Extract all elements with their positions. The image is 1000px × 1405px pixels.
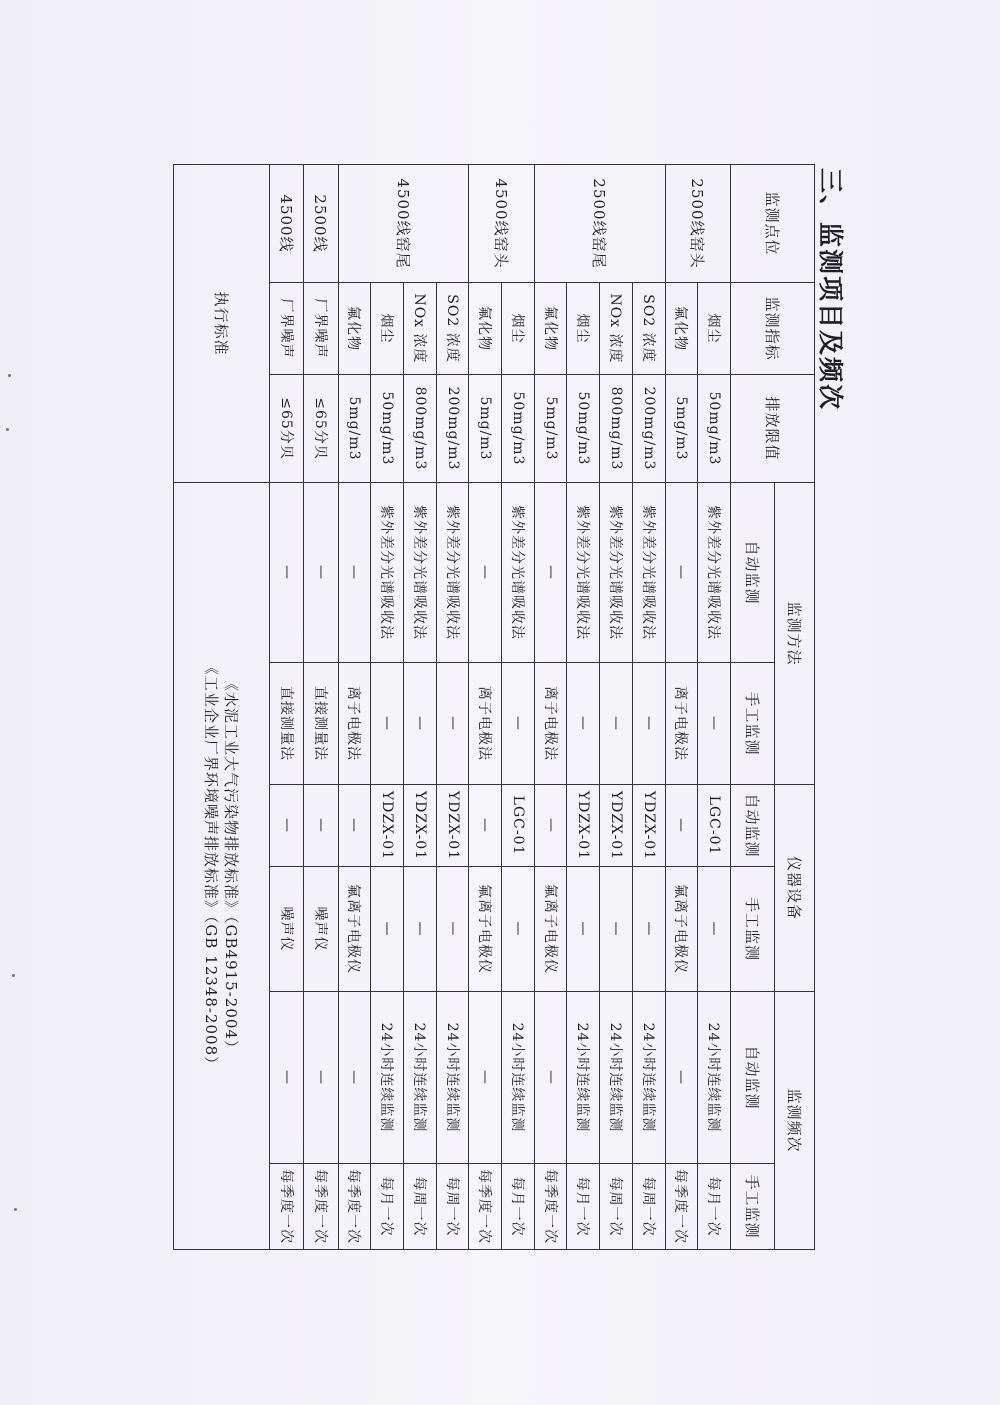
equip-auto-cell: — [304, 785, 338, 867]
method-auto-cell: 紫外差分光谱吸收法 [371, 483, 404, 663]
method-auto-cell: 紫外差分光谱吸收法 [600, 483, 633, 663]
method-manual-cell: — [403, 663, 436, 785]
limit-cell: 200mg/m3 [436, 375, 469, 483]
freq-auto-cell: 24小时连续监测 [502, 992, 535, 1164]
freq-manual-cell: 每月一次 [502, 1164, 535, 1250]
method-manual-cell: — [600, 663, 633, 785]
equip-manual-cell: — [698, 867, 731, 992]
table-row [270, 165, 304, 1250]
indicator-cell: 氟化物 [534, 283, 567, 375]
equip-auto-cell: YDZX-01 [403, 785, 436, 867]
method-manual-cell: — [436, 663, 469, 785]
freq-auto-cell: 24小时连续监测 [567, 992, 600, 1164]
method-auto-cell: 紫外差分光谱吸收法 [403, 483, 436, 663]
freq-auto-cell: — [270, 992, 304, 1164]
method-auto-cell: 紫外差分光谱吸收法 [698, 483, 731, 663]
site-cell: 2500线 [304, 165, 338, 283]
method-manual-cell: 直接测量法 [304, 663, 338, 785]
equip-auto-cell: — [665, 785, 698, 867]
freq-manual-cell: 每季度一次 [338, 1164, 371, 1250]
limit-cell: 800mg/m3 [600, 375, 633, 483]
table-row [371, 165, 404, 1250]
equip-auto-cell: YDZX-01 [632, 785, 665, 867]
header-freq-auto: 自动监测 [731, 992, 775, 1164]
site-cell: 4500线窑尾 [338, 165, 469, 283]
freq-auto-cell: 24小时连续监测 [600, 992, 633, 1164]
freq-manual-cell: 每季度一次 [270, 1164, 304, 1250]
equip-manual-cell: — [436, 867, 469, 992]
freq-auto-cell: — [469, 992, 502, 1164]
method-manual-cell: — [698, 663, 731, 785]
indicator-cell: 厂界噪声 [304, 283, 338, 375]
indicator-cell: 烟尘 [371, 283, 404, 375]
site-cell: 2500线窑头 [665, 165, 730, 283]
method-auto-cell: 紫外差分光谱吸收法 [567, 483, 600, 663]
equip-manual-cell: — [371, 867, 404, 992]
indicator-cell: 烟尘 [502, 283, 535, 375]
table-row [338, 165, 371, 1250]
header-equip-auto: 自动监测 [731, 785, 775, 867]
indicator-cell: SO2 浓度 [632, 283, 665, 375]
method-auto-cell: 紫外差分光谱吸收法 [632, 483, 665, 663]
header-row-1 [775, 165, 815, 1250]
indicator-cell: 厂界噪声 [270, 283, 304, 375]
freq-auto-cell: 24小时连续监测 [371, 992, 404, 1164]
equip-manual-cell: 噪声仪 [270, 867, 304, 992]
table-row [600, 165, 633, 1250]
site-cell: 4500线 [270, 165, 304, 283]
table-row [436, 165, 469, 1250]
equip-manual-cell: 噪声仪 [304, 867, 338, 992]
freq-auto-cell: 24小时连续监测 [698, 992, 731, 1164]
indicator-cell: 烟尘 [567, 283, 600, 375]
scan-speck [14, 1208, 17, 1211]
equip-auto-cell: — [469, 785, 502, 867]
equip-manual-cell: 氟离子电极仪 [469, 867, 502, 992]
equip-manual-cell: — [567, 867, 600, 992]
limit-cell: 50mg/m3 [502, 375, 535, 483]
table-row [534, 165, 567, 1250]
method-manual-cell: — [371, 663, 404, 785]
table-row [502, 165, 535, 1250]
method-auto-cell: 紫外差分光谱吸收法 [436, 483, 469, 663]
equip-auto-cell: — [338, 785, 371, 867]
equip-auto-cell: — [534, 785, 567, 867]
freq-manual-cell: 每周一次 [600, 1164, 633, 1250]
method-auto-cell: — [270, 483, 304, 663]
equip-auto-cell: — [270, 785, 304, 867]
indicator-cell: NOx 浓度 [403, 283, 436, 375]
limit-cell: 800mg/m3 [403, 375, 436, 483]
standard-row [174, 165, 270, 1250]
header-limit: 排放限值 [731, 375, 815, 483]
monitoring-table [173, 164, 815, 1250]
freq-auto-cell: — [665, 992, 698, 1164]
method-auto-cell: — [338, 483, 371, 663]
indicator-cell: NOx 浓度 [600, 283, 633, 375]
header-method: 监测方法 [775, 483, 815, 785]
method-manual-cell: 离子电极法 [338, 663, 371, 785]
method-manual-cell: 离子电极法 [469, 663, 502, 785]
method-manual-cell: 离子电极法 [534, 663, 567, 785]
standard-text [174, 483, 270, 1250]
freq-manual-cell: 每周一次 [632, 1164, 665, 1250]
method-auto-cell: — [534, 483, 567, 663]
table-row [698, 165, 731, 1250]
limit-cell: 200mg/m3 [632, 375, 665, 483]
indicator-cell: 氟化物 [338, 283, 371, 375]
header-method-auto: 自动监测 [731, 483, 775, 663]
indicator-cell: 氟化物 [469, 283, 502, 375]
freq-manual-cell: 每季度一次 [665, 1164, 698, 1250]
freq-auto-cell: 24小时连续监测 [436, 992, 469, 1164]
equip-manual-cell: — [600, 867, 633, 992]
limit-cell: ≤65分贝 [304, 375, 338, 483]
method-auto-cell: — [304, 483, 338, 663]
freq-manual-cell: 每月一次 [567, 1164, 600, 1250]
freq-auto-cell: — [304, 992, 338, 1164]
table-row [665, 165, 698, 1250]
site-cell: 4500线窑头 [469, 165, 534, 283]
freq-manual-cell: 每月一次 [698, 1164, 731, 1250]
limit-cell: 5mg/m3 [469, 375, 502, 483]
section-heading: 三、监测项目及频次 [816, 168, 845, 412]
limit-cell: 5mg/m3 [338, 375, 371, 483]
method-manual-cell: 直接测量法 [270, 663, 304, 785]
method-auto-cell: 紫外差分光谱吸收法 [502, 483, 535, 663]
standard-line-2: 《工业企业厂界环境噪声排放标准》（GB 12348-2008） [202, 659, 221, 1073]
equip-manual-cell: 氟离子电极仪 [665, 867, 698, 992]
method-manual-cell: — [502, 663, 535, 785]
equip-manual-cell: 氟离子电极仪 [534, 867, 567, 992]
table-row [403, 165, 436, 1250]
equip-auto-cell: YDZX-01 [567, 785, 600, 867]
limit-cell: 50mg/m3 [698, 375, 731, 483]
limit-cell: ≤65分贝 [270, 375, 304, 483]
header-frequency: 监测频次 [775, 992, 815, 1250]
equip-auto-cell: YDZX-01 [600, 785, 633, 867]
equip-manual-cell: — [502, 867, 535, 992]
method-auto-cell: — [665, 483, 698, 663]
equip-auto-cell: YDZX-01 [371, 785, 404, 867]
equip-manual-cell: — [403, 867, 436, 992]
table-row [469, 165, 502, 1250]
header-site: 监测点位 [731, 165, 815, 283]
freq-manual-cell: 每季度一次 [469, 1164, 502, 1250]
equip-manual-cell: 氟离子电极仪 [338, 867, 371, 992]
freq-auto-cell: — [338, 992, 371, 1164]
method-auto-cell: — [469, 483, 502, 663]
header-freq-manual: 手工监测 [731, 1164, 775, 1250]
limit-cell: 50mg/m3 [567, 375, 600, 483]
scan-speck [8, 374, 11, 377]
freq-auto-cell: 24小时连续监测 [403, 992, 436, 1164]
header-method-manual: 手工监测 [731, 663, 775, 785]
equip-auto-cell: LGC-01 [502, 785, 535, 867]
freq-manual-cell: 每周一次 [403, 1164, 436, 1250]
freq-auto-cell: — [534, 992, 567, 1164]
table-row [632, 165, 665, 1250]
equip-auto-cell: YDZX-01 [436, 785, 469, 867]
indicator-cell: SO2 浓度 [436, 283, 469, 375]
freq-manual-cell: 每季度一次 [304, 1164, 338, 1250]
scan-speck [12, 974, 15, 977]
limit-cell: 50mg/m3 [371, 375, 404, 483]
freq-manual-cell: 每季度一次 [534, 1164, 567, 1250]
indicator-cell: 氟化物 [665, 283, 698, 375]
site-cell: 2500线窑尾 [534, 165, 665, 283]
scan-speck [6, 428, 9, 431]
limit-cell: 5mg/m3 [534, 375, 567, 483]
equip-manual-cell: — [632, 867, 665, 992]
standard-label: 执行标准 [174, 165, 270, 483]
method-manual-cell: 离子电极法 [665, 663, 698, 785]
header-equipment: 仪器设备 [775, 785, 815, 992]
table-row [567, 165, 600, 1250]
freq-manual-cell: 每月一次 [371, 1164, 404, 1250]
standard-line-1: 《水泥工业大气污染物排放标准》（GB4915-2004） [222, 676, 241, 1056]
indicator-cell: 烟尘 [698, 283, 731, 375]
method-manual-cell: — [632, 663, 665, 785]
header-equip-manual: 手工监测 [731, 867, 775, 992]
header-indicator: 监测指标 [731, 283, 815, 375]
table-row [304, 165, 338, 1250]
freq-manual-cell: 每周一次 [436, 1164, 469, 1250]
equip-auto-cell: LGC-01 [698, 785, 731, 867]
freq-auto-cell: 24小时连续监测 [632, 992, 665, 1164]
method-manual-cell: — [567, 663, 600, 785]
limit-cell: 5mg/m3 [665, 375, 698, 483]
